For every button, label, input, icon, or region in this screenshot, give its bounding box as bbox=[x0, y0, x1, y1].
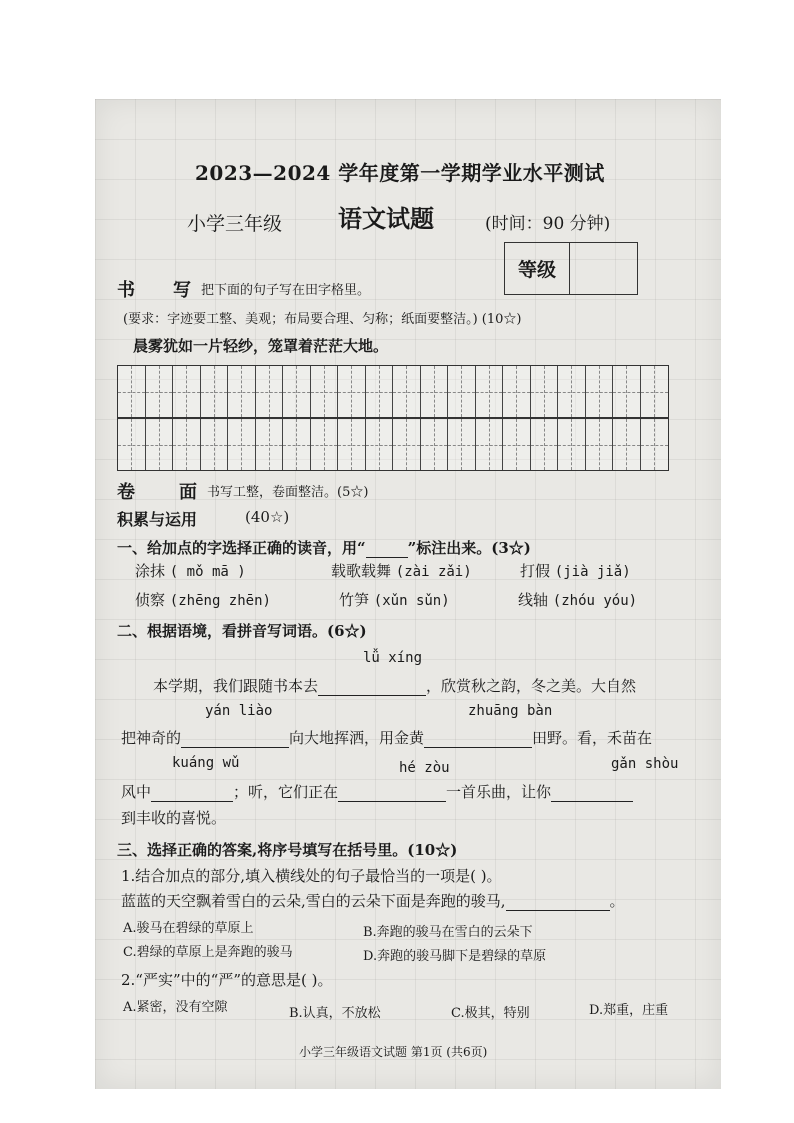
q2-pinyin-1: lǚ xíng bbox=[363, 650, 423, 666]
subject-title: 语文试题 bbox=[338, 204, 434, 233]
tianzige-cell[interactable] bbox=[558, 419, 586, 470]
q2-blank-6[interactable] bbox=[551, 801, 633, 802]
tianzige-cell[interactable] bbox=[613, 419, 641, 470]
tianzige-cell[interactable] bbox=[503, 366, 531, 417]
tianzige-cell[interactable] bbox=[228, 419, 256, 470]
q2-line-3-c: 一首乐曲，让你 bbox=[446, 783, 552, 801]
grade-label: 小学三年级 bbox=[187, 213, 283, 235]
tianzige-cell[interactable] bbox=[256, 419, 284, 470]
q2-line-1-b: ，欣赏秋之韵，冬之美。大自然 bbox=[426, 677, 637, 695]
q3-item-2-option-c[interactable]: C.极其，特别 bbox=[451, 1006, 530, 1021]
q2-line-2 bbox=[121, 727, 652, 748]
q1-item-5-options[interactable]: (xǔn sǔn) bbox=[373, 593, 450, 609]
q1-heading-text: 一、给加点的字选择正确的读音，用“ bbox=[117, 539, 366, 557]
tianzige-cell[interactable] bbox=[338, 419, 366, 470]
tianzige-cell[interactable] bbox=[586, 419, 614, 470]
tianzige-cell[interactable] bbox=[283, 419, 311, 470]
q3-item-1-text bbox=[121, 890, 625, 911]
q2-line-3-a: 风中 bbox=[121, 783, 152, 801]
tianzige-cell[interactable] bbox=[366, 366, 394, 417]
q2-line-4: 到丰收的喜悦。 bbox=[121, 809, 227, 827]
q2-pinyin-2: yán liào bbox=[205, 703, 273, 719]
q1-item-3-options[interactable]: (jià jiǎ) bbox=[554, 564, 631, 580]
q2-pinyin-6: gǎn shòu bbox=[611, 756, 679, 772]
tianzige-cell[interactable] bbox=[476, 366, 504, 417]
q3-item-1-question: 1.结合加点的部分,填入横线处的句子最恰当的一项是( )。 bbox=[121, 867, 502, 885]
q3-item-1-sentence: 蓝蓝的天空飘着雪白的云朵,雪白的云朵下面是奔跑的骏马, bbox=[121, 892, 506, 910]
paper-text: 书写工整，卷面整洁。(5☆) bbox=[207, 485, 369, 500]
tianzige-cell[interactable] bbox=[118, 366, 146, 417]
q3-item-2-option-d[interactable]: D.郑重，庄重 bbox=[589, 1003, 669, 1018]
tianzige-cell[interactable] bbox=[146, 366, 174, 417]
q1-item-2-word: 载歌载舞 bbox=[331, 562, 392, 580]
writing-sentence: 晨雾犹如一片轻纱，笼罩着茫茫大地。 bbox=[133, 337, 389, 355]
tianzige-cell[interactable] bbox=[201, 419, 229, 470]
tianzige-row-2[interactable] bbox=[117, 418, 669, 471]
q3-heading: 三、选择正确的答案,将序号填写在括号里。(10☆) bbox=[117, 841, 458, 859]
q2-line-3-b: ；听，它们正在 bbox=[233, 783, 339, 801]
q2-blank-2[interactable] bbox=[181, 747, 289, 748]
tianzige-cell[interactable] bbox=[448, 419, 476, 470]
q3-item-1-option-c[interactable]: C.碧绿的草原上是奔跑的骏马 bbox=[123, 945, 293, 960]
tianzige-cell[interactable] bbox=[228, 366, 256, 417]
tianzige-cell[interactable] bbox=[448, 366, 476, 417]
paper-label-a: 卷 bbox=[117, 482, 135, 503]
tianzige-cell[interactable] bbox=[283, 366, 311, 417]
tianzige-cell[interactable] bbox=[393, 366, 421, 417]
q1-item-2-options[interactable]: (zài zǎi) bbox=[395, 564, 472, 580]
q2-heading: 二、根据语境，看拼音写词语。(6☆) bbox=[117, 622, 367, 640]
exam-title: 2023—2024 学年度第一学期学业水平测试 bbox=[195, 161, 605, 185]
tianzige-cell[interactable] bbox=[421, 419, 449, 470]
q1-item-4-options[interactable]: (zhēng zhēn) bbox=[169, 593, 271, 609]
tianzige-cell[interactable] bbox=[586, 366, 614, 417]
tianzige-cell[interactable] bbox=[641, 419, 669, 470]
q3-item-1-option-b[interactable]: B.奔跑的骏马在雪白的云朵下 bbox=[363, 925, 533, 940]
grade-box bbox=[504, 242, 638, 295]
q2-line-2-a: 把神奇的 bbox=[121, 729, 182, 747]
writing-instruction: 把下面的句子写在田字格里。 bbox=[201, 283, 371, 298]
q3-item-1-option-a[interactable]: A.骏马在碧绿的草原上 bbox=[123, 921, 254, 936]
tianzige-cell[interactable] bbox=[173, 366, 201, 417]
q1-item-5-word: 竹笋 bbox=[339, 591, 370, 609]
q2-blank-5[interactable] bbox=[338, 801, 446, 802]
tianzige-cell[interactable] bbox=[311, 419, 339, 470]
q3-item-2-option-b[interactable]: B.认真，不放松 bbox=[289, 1006, 381, 1021]
section-score: (40☆) bbox=[245, 508, 290, 526]
q2-line-1 bbox=[153, 675, 636, 696]
q1-item-6 bbox=[518, 589, 637, 610]
grade-box-label: 等级 bbox=[505, 243, 570, 294]
q1-item-2 bbox=[331, 560, 472, 581]
tianzige-cell[interactable] bbox=[256, 366, 284, 417]
q1-heading-end: ”标注出来。(3☆) bbox=[407, 539, 531, 557]
tianzige-cell[interactable] bbox=[118, 419, 146, 470]
q1-item-5 bbox=[339, 589, 450, 610]
tianzige-cell[interactable] bbox=[558, 366, 586, 417]
q1-item-6-options[interactable]: (zhóu yóu) bbox=[552, 593, 638, 609]
q2-pinyin-5: hé zòu bbox=[399, 760, 450, 776]
q2-line-2-c: 田野。看，禾苗在 bbox=[532, 729, 653, 747]
q1-item-4-word: 侦察 bbox=[135, 591, 166, 609]
q2-pinyin-3: zhuāng bàn bbox=[468, 703, 553, 719]
q3-item-2-option-a[interactable]: A.紧密，没有空隙 bbox=[123, 1000, 228, 1015]
q2-blank-4[interactable] bbox=[151, 801, 233, 802]
q3-item-1-option-d[interactable]: D.奔跑的骏马脚下是碧绿的草原 bbox=[363, 949, 547, 964]
q2-line-1-a: 本学期，我们跟随书本去 bbox=[153, 677, 319, 695]
q1-item-3-word: 打假 bbox=[520, 562, 551, 580]
q3-item-1-end: 。 bbox=[609, 892, 625, 910]
q2-line-3 bbox=[121, 781, 633, 802]
tianzige-cell[interactable] bbox=[531, 419, 559, 470]
q3-item-1-blank[interactable] bbox=[506, 910, 610, 911]
tianzige-cell[interactable] bbox=[503, 419, 531, 470]
tianzige-cell[interactable] bbox=[641, 366, 669, 417]
q2-blank-3[interactable] bbox=[424, 747, 532, 748]
tianzige-cell[interactable] bbox=[146, 419, 174, 470]
tianzige-cell[interactable] bbox=[311, 366, 339, 417]
time-limit: (时间：90 分钟) bbox=[485, 214, 611, 234]
q1-heading-blank bbox=[366, 557, 408, 558]
section-title: 积累与运用 bbox=[117, 510, 198, 529]
writing-label-b: 写 bbox=[173, 280, 191, 301]
page-footer: 小学三年级语文试题 第1页 (共6页) bbox=[299, 1045, 488, 1059]
tianzige-cell[interactable] bbox=[476, 419, 504, 470]
tianzige-cell[interactable] bbox=[393, 419, 421, 470]
q1-item-1-word: 涂抹 bbox=[135, 562, 166, 580]
q3-item-2-question: 2.“严实”中的“严”的意思是( )。 bbox=[121, 971, 333, 989]
grade-box-field bbox=[570, 243, 637, 294]
q1-item-4 bbox=[135, 589, 271, 610]
tianzige-cell[interactable] bbox=[366, 419, 394, 470]
tianzige-cell[interactable] bbox=[338, 366, 366, 417]
tianzige-cell[interactable] bbox=[531, 366, 559, 417]
q1-heading bbox=[117, 537, 531, 558]
tianzige-row-1[interactable] bbox=[117, 365, 669, 418]
tianzige-cell[interactable] bbox=[201, 366, 229, 417]
q1-item-1-options[interactable]: ( mǒ mā ) bbox=[169, 564, 246, 580]
q2-line-2-b: 向大地挥洒，用金黄 bbox=[289, 729, 425, 747]
writing-requirement: (要求：字迹要工整、美观；布局要合理、匀称；纸面要整洁。) (10☆) bbox=[123, 312, 522, 327]
q2-blank-1[interactable] bbox=[318, 695, 426, 696]
exam-sheet bbox=[95, 99, 721, 1089]
tianzige-cell[interactable] bbox=[421, 366, 449, 417]
q2-pinyin-4: kuáng wǔ bbox=[172, 755, 240, 771]
writing-label-a: 书 bbox=[117, 280, 135, 301]
q1-item-6-word: 线轴 bbox=[518, 591, 549, 609]
tianzige-cell[interactable] bbox=[613, 366, 641, 417]
paper-label-b: 面 bbox=[179, 482, 197, 503]
q1-item-3 bbox=[520, 560, 631, 581]
q1-item-1 bbox=[135, 560, 246, 581]
tianzige-cell[interactable] bbox=[173, 419, 201, 470]
